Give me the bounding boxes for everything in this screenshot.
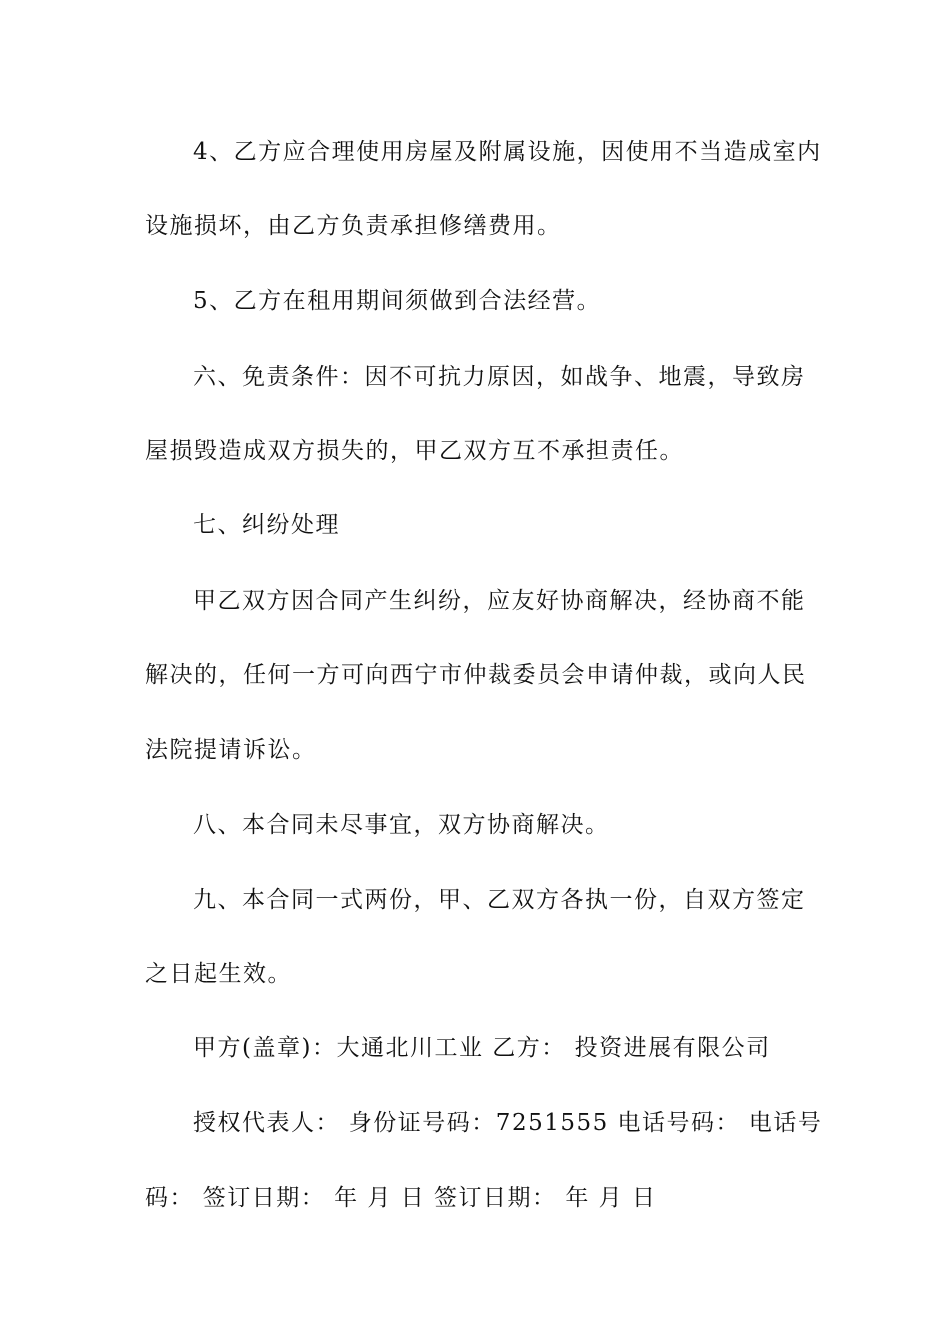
clause-8: 八、本合同未尽事宜，双方协商解决。: [193, 812, 610, 838]
clause-4-line-1: 4、乙方应合理使用房屋及附属设施，因使用不当造成室内: [193, 139, 822, 165]
clause-6-line-2: 屋损毁造成双方损失的，甲乙双方互不承担责任。: [145, 438, 684, 464]
clause-7-line-3: 法院提请诉讼。: [145, 737, 317, 763]
clause-7-heading: 七、纠纷处理: [193, 512, 340, 538]
signature-representatives: 授权代表人： 身份证号码：7251555 电话号码： 电话号: [193, 1110, 823, 1136]
clause-4-line-2: 设施损坏，由乙方负责承担修缮费用。: [145, 213, 562, 239]
clause-7-line-1: 甲乙双方因合同产生纠纷，应友好协商解决，经协商不能: [193, 588, 806, 614]
signature-dates: 码： 签订日期： 年 月 日 签订日期： 年 月 日: [145, 1185, 657, 1211]
clause-6-line-1: 六、免责条件：因不可抗力原因，如战争、地震，导致房: [193, 364, 806, 390]
clause-9-line-1: 九、本合同一式两份，甲、乙双方各执一份，自双方签定: [193, 887, 806, 913]
clause-5: 5、乙方在租用期间须做到合法经营。: [193, 288, 602, 314]
clause-9-line-2: 之日起生效。: [145, 961, 292, 987]
clause-7-line-2: 解决的，任何一方可向西宁市仲裁委员会申请仲裁，或向人民: [145, 662, 807, 688]
signature-parties: 甲方(盖章)：大通北川工业 乙方： 投资进展有限公司: [193, 1035, 771, 1061]
